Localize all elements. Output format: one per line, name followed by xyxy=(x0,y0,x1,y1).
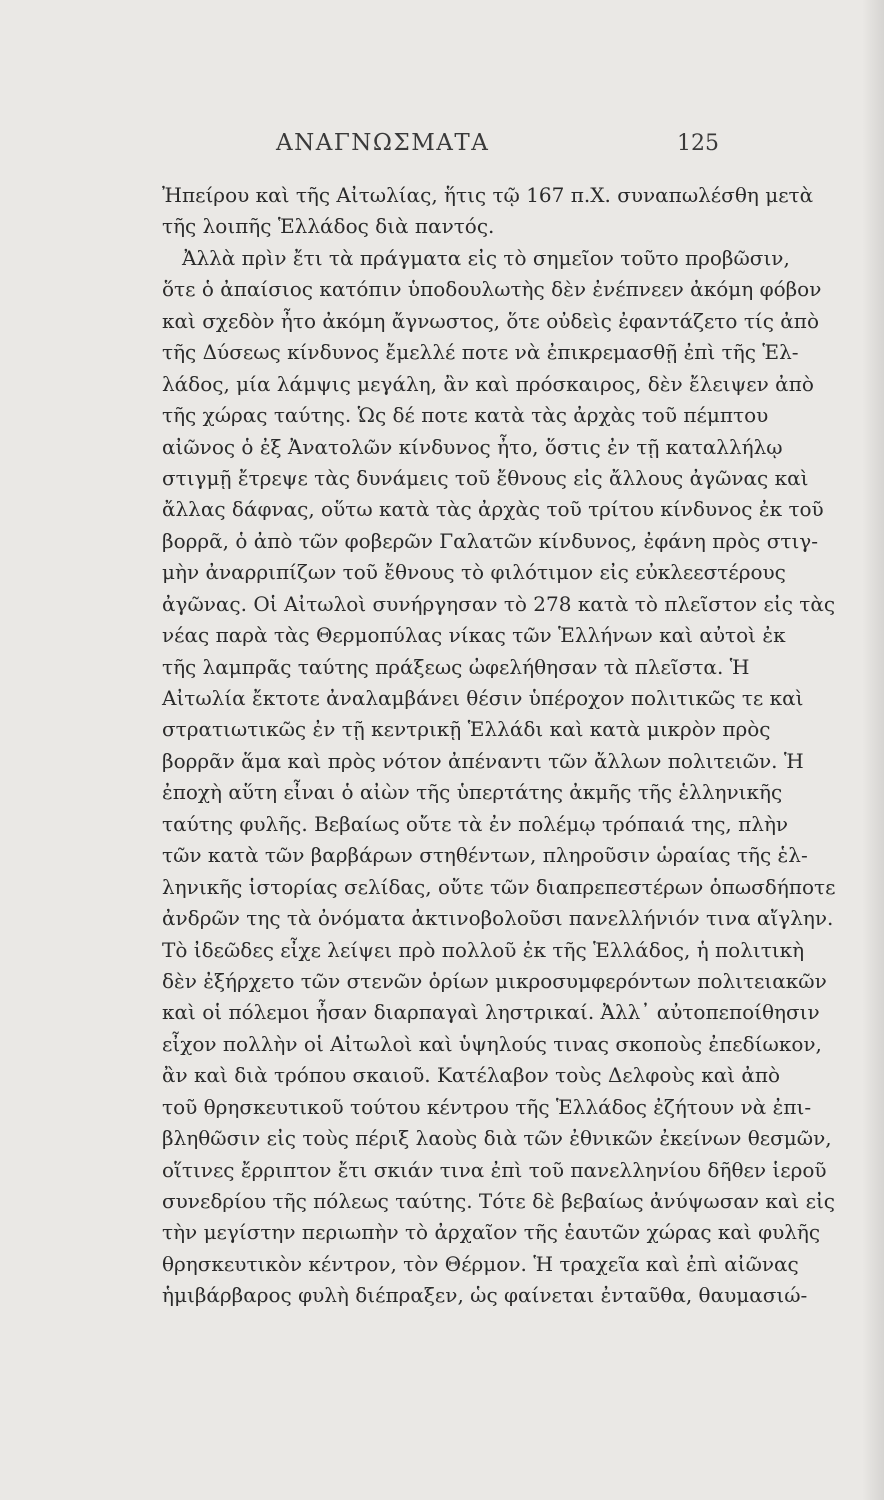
text-line: στρατιωτικῶς ἐν τῇ κεντρικῇ Ἑλλάδι καὶ κατὰ μικρὸν πρὸς xyxy=(162,717,771,742)
text-line: ὅτε ὁ ἀπαίσιος κατόπιν ὑποδουλωτὴς δὲν ἐνέπνεεν ἀκόμη φόβον xyxy=(162,277,822,302)
text-line: ταύτης φυλῆς. Βεβαίως οὔτε τὰ ἐν πολέμῳ τρόπαιά της, πλὴν xyxy=(162,811,789,836)
text-line: βορρᾶν ἅμα καὶ πρὸς νότον ἀπέναντι τῶν ἄλλων πολιτειῶν. Ἡ xyxy=(162,748,804,773)
text-line: ἄλλας δάφνας, οὕτω κατὰ τὰς ἀρχὰς τοῦ τρίτου κίνδυνος ἐκ τοῦ xyxy=(162,497,824,522)
text-line: τοῦ θρησκευτικοῦ τούτου κέντρου τῆς Ἑλλάδος ἐζήτουν νὰ ἐπι- xyxy=(162,1094,812,1119)
body-text xyxy=(162,180,836,1312)
text-line: ἐποχὴ αὕτη εἶναι ὁ αἰὼν τῆς ὑπερτάτης ἀκμῆς τῆς ἑλληνικῆς xyxy=(162,780,783,805)
text-line: τὴν μεγίστην περιωπὴν τὸ ἀρχαῖον τῆς ἑαυτῶν χώρας καὶ φυλῆς xyxy=(162,1220,821,1245)
page-number: 125 xyxy=(677,131,719,156)
text-line: ληνικῆς ἱστορίας σελίδας, οὔτε τῶν διαπρεπεστέρων ὁπωσδήποτε xyxy=(162,874,836,899)
text-line: λάδος, μία λάμψις μεγάλη, ἂν καὶ πρόσκαιρος, δὲν ἔλειψεν ἀπὸ xyxy=(162,371,814,396)
text-line: δὲν ἐξήρχετο τῶν στενῶν ὁρίων μικροσυμφερόντων πολιτειακῶν xyxy=(162,968,827,993)
text-line: μὴν ἀναρριπίζων τοῦ ἔθνους τὸ φιλότιμον εἰς εὐκλεεστέρους xyxy=(162,560,786,585)
text-line: καὶ σχεδὸν ἦτο ἀκόμη ἄγνωστος, ὅτε οὐδεὶς ἐφαντάζετο τίς ἀπὸ xyxy=(162,308,819,333)
text-line: ἀγῶνας. Οἱ Αἰτωλοὶ συνήργησαν τὸ 278 κατὰ τὸ πλεῖστον εἰς τὰς xyxy=(162,591,836,616)
text-line: συνεδρίου τῆς πόλεως ταύτης. Τότε δὲ βεβαίως ἀνύψωσαν καὶ εἰς xyxy=(162,1189,836,1213)
text-line: νέας παρὰ τὰς Θερμοπύλας νίκας τῶν Ἑλλήνων καὶ αὐτοὶ ἐκ xyxy=(162,623,786,648)
text-line: τῆς χώρας ταύτης. Ὡς δέ ποτε κατὰ τὰς ἀρχὰς τοῦ πέμπτου xyxy=(162,403,769,428)
text-line: αἰῶνος ὁ ἐξ Ἀνατολῶν κίνδυνος ἦτο, ὅστις ἐν τῇ καταλλήλῳ xyxy=(162,434,783,459)
text-line: τῆς Δύσεως κίνδυνος ἔμελλέ ποτε νὰ ἐπικρεμασθῇ ἐπὶ τῆς Ἑλ- xyxy=(162,340,799,365)
text-line: Ἠπείρου καὶ τῆς Αἰτωλίας, ἥτις τῷ 167 π.Χ. συναπωλέσθη μετὰ xyxy=(162,183,814,207)
text-line: ἀνδρῶν της τὰ ὀνόματα ἀκτινοβολοῦσι πανελλήνιόν τινα αἴγλην. xyxy=(162,906,834,931)
text-line: καὶ οἱ πόλεμοι ἦσαν διαρπαγαὶ ληστρικαί. Ἀλλ᾽ αὐτοπεποίθησιν xyxy=(162,1000,820,1025)
text-line: ἂν καὶ διὰ τρόπου σκαιοῦ. Κατέλαβον τοὺς Δελφοὺς καὶ ἀπὸ xyxy=(162,1063,781,1088)
text-line: βληθῶσιν εἰς τοὺς πέριξ λαοὺς διὰ τῶν ἐθνικῶν ἐκείνων θεσμῶν, xyxy=(162,1126,832,1151)
text-line: βορρᾶ, ὁ ἀπὸ τῶν φοβερῶν Γαλατῶν κίνδυνος, ἐφάνη πρὸς στιγ- xyxy=(162,528,819,553)
text-line: Αἰτωλία ἔκτοτε ἀναλαμβάνει θέσιν ὑπέροχον πολιτικῶς τε καὶ xyxy=(162,686,804,710)
text-line: οἵτινες ἔρριπτον ἔτι σκιάν τινα ἐπὶ τοῦ πανελληνίου δῆθεν ἱεροῦ xyxy=(162,1157,827,1182)
text-line: τῆς λοιπῆς Ἑλλάδος διὰ παντός. xyxy=(162,214,495,239)
text-line: τῶν κατὰ τῶν βαρβάρων στηθέντων, πληροῦσιν ὡραίας τῆς ἑλ- xyxy=(162,843,808,868)
text-line: Ἀλλὰ πρὶν ἔτι τὰ πράγματα εἰς τὸ σημεῖον τοῦτο προβῶσιν, xyxy=(182,245,790,270)
text-line: τῆς λαμπρᾶς ταύτης πράξεως ὠφελήθησαν τὰ πλεῖστα. Ἡ xyxy=(162,654,750,679)
text-line: θρησκευτικὸν κέντρον, τὸν Θέρμον. Ἡ τραχεῖα καὶ ἐπὶ αἰῶνας xyxy=(162,1251,799,1276)
text-line: ἡμιβάρβαρος φυλὴ διέπραξεν, ὡς φαίνεται ἐνταῦθα, θαυμασιώ- xyxy=(162,1283,808,1308)
text-line: στιγμῇ ἔτρεψε τὰς δυνάμεις τοῦ ἔθνους εἰς ἄλλους ἀγῶνας καὶ xyxy=(162,465,809,490)
text-line: εἶχον πολλὴν οἱ Αἰτωλοὶ καὶ ὑψηλούς τινας σκοποὺς ἐπεδίωκον, xyxy=(162,1031,822,1056)
text-line: Τὸ ἰδεῶδες εἶχε λείψει πρὸ πολλοῦ ἐκ τῆς Ἑλλάδος, ἡ πολιτικὴ xyxy=(162,937,805,962)
running-head: ΑΝΑΓΝΩΣΜΑΤΑ xyxy=(276,130,490,156)
